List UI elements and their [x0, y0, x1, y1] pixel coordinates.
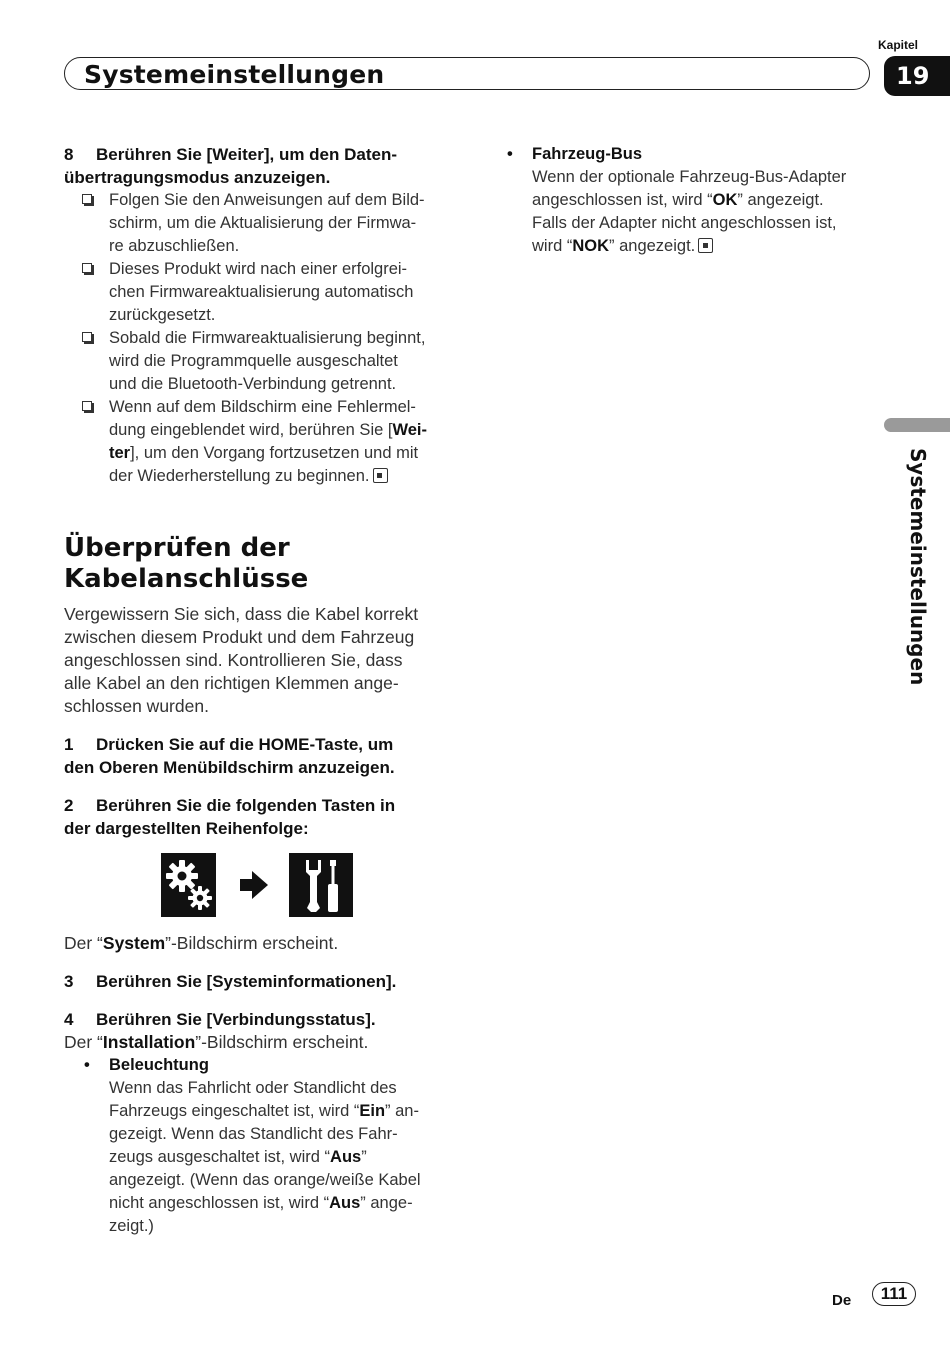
note-line: [109, 419, 464, 442]
step-4: [64, 1008, 376, 1031]
section-end-icon: [698, 238, 713, 253]
step-number: 4: [64, 1010, 74, 1029]
section-heading: [64, 533, 308, 595]
bullet-text: ”: [361, 1148, 367, 1166]
note-text: ], um den Vorgang fortzusetzen und mit: [130, 444, 419, 462]
step-1: [64, 733, 395, 779]
bullet-text: angeschlossen ist, wird “: [532, 191, 713, 209]
step-text: Berühren Sie die folgenden Tasten in: [96, 796, 396, 815]
note-line: wird die Programmquelle ausgeschaltet: [109, 352, 398, 370]
step-text: Berühren Sie [Verbindungsstatus].: [96, 1010, 376, 1029]
bullet-line: angezeigt. (Wenn das orange/weiße Kabel: [109, 1171, 421, 1189]
installation-screen-note: [64, 1031, 368, 1054]
note-line: [109, 442, 464, 465]
side-tab-label: Systemeinstellungen: [906, 448, 930, 686]
result-text: Der “: [64, 933, 103, 953]
settings-key-button: [161, 853, 216, 917]
note-line: zurückgesetzt.: [109, 306, 216, 324]
note-checkbox-icon: [82, 194, 92, 204]
step-text: Berühren Sie [Systeminformationen].: [96, 972, 397, 991]
side-tab-marker: [884, 418, 950, 432]
status-value: Aus: [330, 1148, 362, 1166]
step-text: der dargestellten Reihenfolge:: [64, 819, 309, 838]
bullet-text: ” angezeigt.: [737, 191, 824, 209]
heading-line: Überprüfen der: [64, 533, 290, 563]
note-line: Folgen Sie den Anweisungen auf dem Bild-: [109, 191, 425, 209]
note-item: [64, 189, 464, 258]
installation-key-button: [289, 853, 353, 917]
bullet-icon: •: [84, 1056, 90, 1074]
bullet-beleuchtung: [64, 1054, 464, 1238]
bullet-line: Wenn der optionale Fahrzeug-Bus-Adapter: [532, 168, 847, 186]
bullet-fahrzeug-bus: [487, 143, 877, 258]
page-title: Systemeinstellungen: [84, 60, 385, 89]
bullet-text: ” an-: [385, 1102, 419, 1120]
note-line: Dieses Produkt wird nach einer erfolgrei-: [109, 260, 408, 278]
step-number: 8: [64, 145, 74, 164]
status-value: OK: [712, 191, 738, 209]
step-8: [64, 143, 464, 189]
step-number: 2: [64, 796, 74, 815]
chapter-number-badge: 19: [884, 56, 950, 96]
status-value: NOK: [572, 237, 610, 255]
system-screen-note: [64, 932, 338, 955]
note-checkbox-icon: [82, 263, 92, 273]
intro-line: zwischen diesem Produkt und dem Fahrzeug: [64, 627, 415, 647]
tools-icon: [294, 856, 348, 914]
arrow-right-icon: [238, 869, 270, 906]
note-line: [109, 465, 464, 488]
note-line: Sobald die Firmwareaktualisierung beginnt,: [109, 329, 426, 347]
note-checkbox-icon: [82, 401, 92, 411]
result-text: ”-Bildschirm erscheint.: [195, 1032, 369, 1052]
status-value: Ein: [359, 1102, 386, 1120]
section-intro: [64, 603, 464, 718]
result-text: Der “: [64, 1032, 103, 1052]
gears-icon: [163, 856, 215, 914]
bullet-text: nicht angeschlossen ist, wird “: [109, 1194, 330, 1212]
status-value: Aus: [329, 1194, 361, 1212]
step-text: den Oberen Menübildschirm anzuzeigen.: [64, 758, 395, 777]
note-line: schirm, um die Aktualisierung der Firmwa-: [109, 214, 417, 232]
intro-line: alle Kabel an den richtigen Klemmen ange-: [64, 673, 399, 693]
note-text: der Wiederherstellung zu beginnen.: [109, 467, 370, 485]
left-column: [64, 143, 464, 488]
intro-line: angeschlossen sind. Kontrollieren Sie, dass: [64, 650, 403, 670]
screen-name: System: [102, 933, 166, 953]
step-text: Drücken Sie auf die HOME-Taste, um: [96, 735, 394, 754]
bullet-icon: •: [507, 145, 513, 163]
bullet-line: Falls der Adapter nicht angeschlossen ist,: [532, 214, 837, 232]
section-end-icon: [373, 468, 388, 483]
bullet-line: [532, 189, 877, 212]
bullet-line: gezeigt. Wenn das Standlicht des Fahr-: [109, 1125, 398, 1143]
note-checkbox-icon: [82, 332, 92, 342]
bullet-text: zeugs ausgeschaltet ist, wird “: [109, 1148, 331, 1166]
intro-line: schlossen wurden.: [64, 696, 209, 716]
bullet-text: ” angezeigt.: [609, 237, 696, 255]
note-line: chen Firmwareaktualisierung automatisch: [109, 283, 414, 301]
language-code: De: [832, 1292, 852, 1309]
bullet-text: Fahrzeugs eingeschaltet ist, wird “: [109, 1102, 360, 1120]
note-text: dung eingeblendet wird, berühren Sie [: [109, 421, 393, 439]
step-text: Berühren Sie [Weiter], um den Daten-: [96, 145, 398, 164]
bullet-title: Beleuchtung: [109, 1056, 209, 1074]
screen-name: Installation: [102, 1032, 196, 1052]
note-key-label: Wei-: [392, 421, 427, 439]
note-line: Wenn auf dem Bildschirm eine Fehlermel-: [109, 398, 416, 416]
chapter-label: Kapitel: [878, 38, 919, 52]
bullet-line: zeigt.): [109, 1217, 154, 1235]
heading-line: Kabelanschlüsse: [64, 564, 309, 594]
bullet-title: Fahrzeug-Bus: [532, 145, 643, 163]
page-number: 111: [872, 1282, 916, 1306]
note-line: re abzuschließen.: [109, 237, 240, 255]
step-text: übertragungsmodus anzuzeigen.: [64, 168, 331, 187]
step-2: [64, 794, 395, 840]
note-item: [64, 258, 464, 327]
step-3: [64, 970, 396, 993]
bullet-line: Wenn das Fahrlicht oder Standlicht des: [109, 1079, 397, 1097]
bullet-line: [109, 1192, 464, 1215]
bullet-text: ” ange-: [360, 1194, 413, 1212]
note-key-label: ter: [109, 444, 131, 462]
step-number: 1: [64, 735, 74, 754]
bullet-line: [109, 1146, 464, 1169]
bullet-text: wird “: [532, 237, 573, 255]
bullet-line: [532, 235, 877, 258]
bullet-line: [109, 1100, 464, 1123]
note-item: [64, 327, 464, 396]
note-item: [64, 396, 464, 488]
note-line: und die Bluetooth-Verbindung getrennt.: [109, 375, 397, 393]
intro-line: Vergewissern Sie sich, dass die Kabel korrekt: [64, 604, 419, 624]
result-text: ”-Bildschirm erscheint.: [165, 933, 339, 953]
step-number: 3: [64, 972, 74, 991]
